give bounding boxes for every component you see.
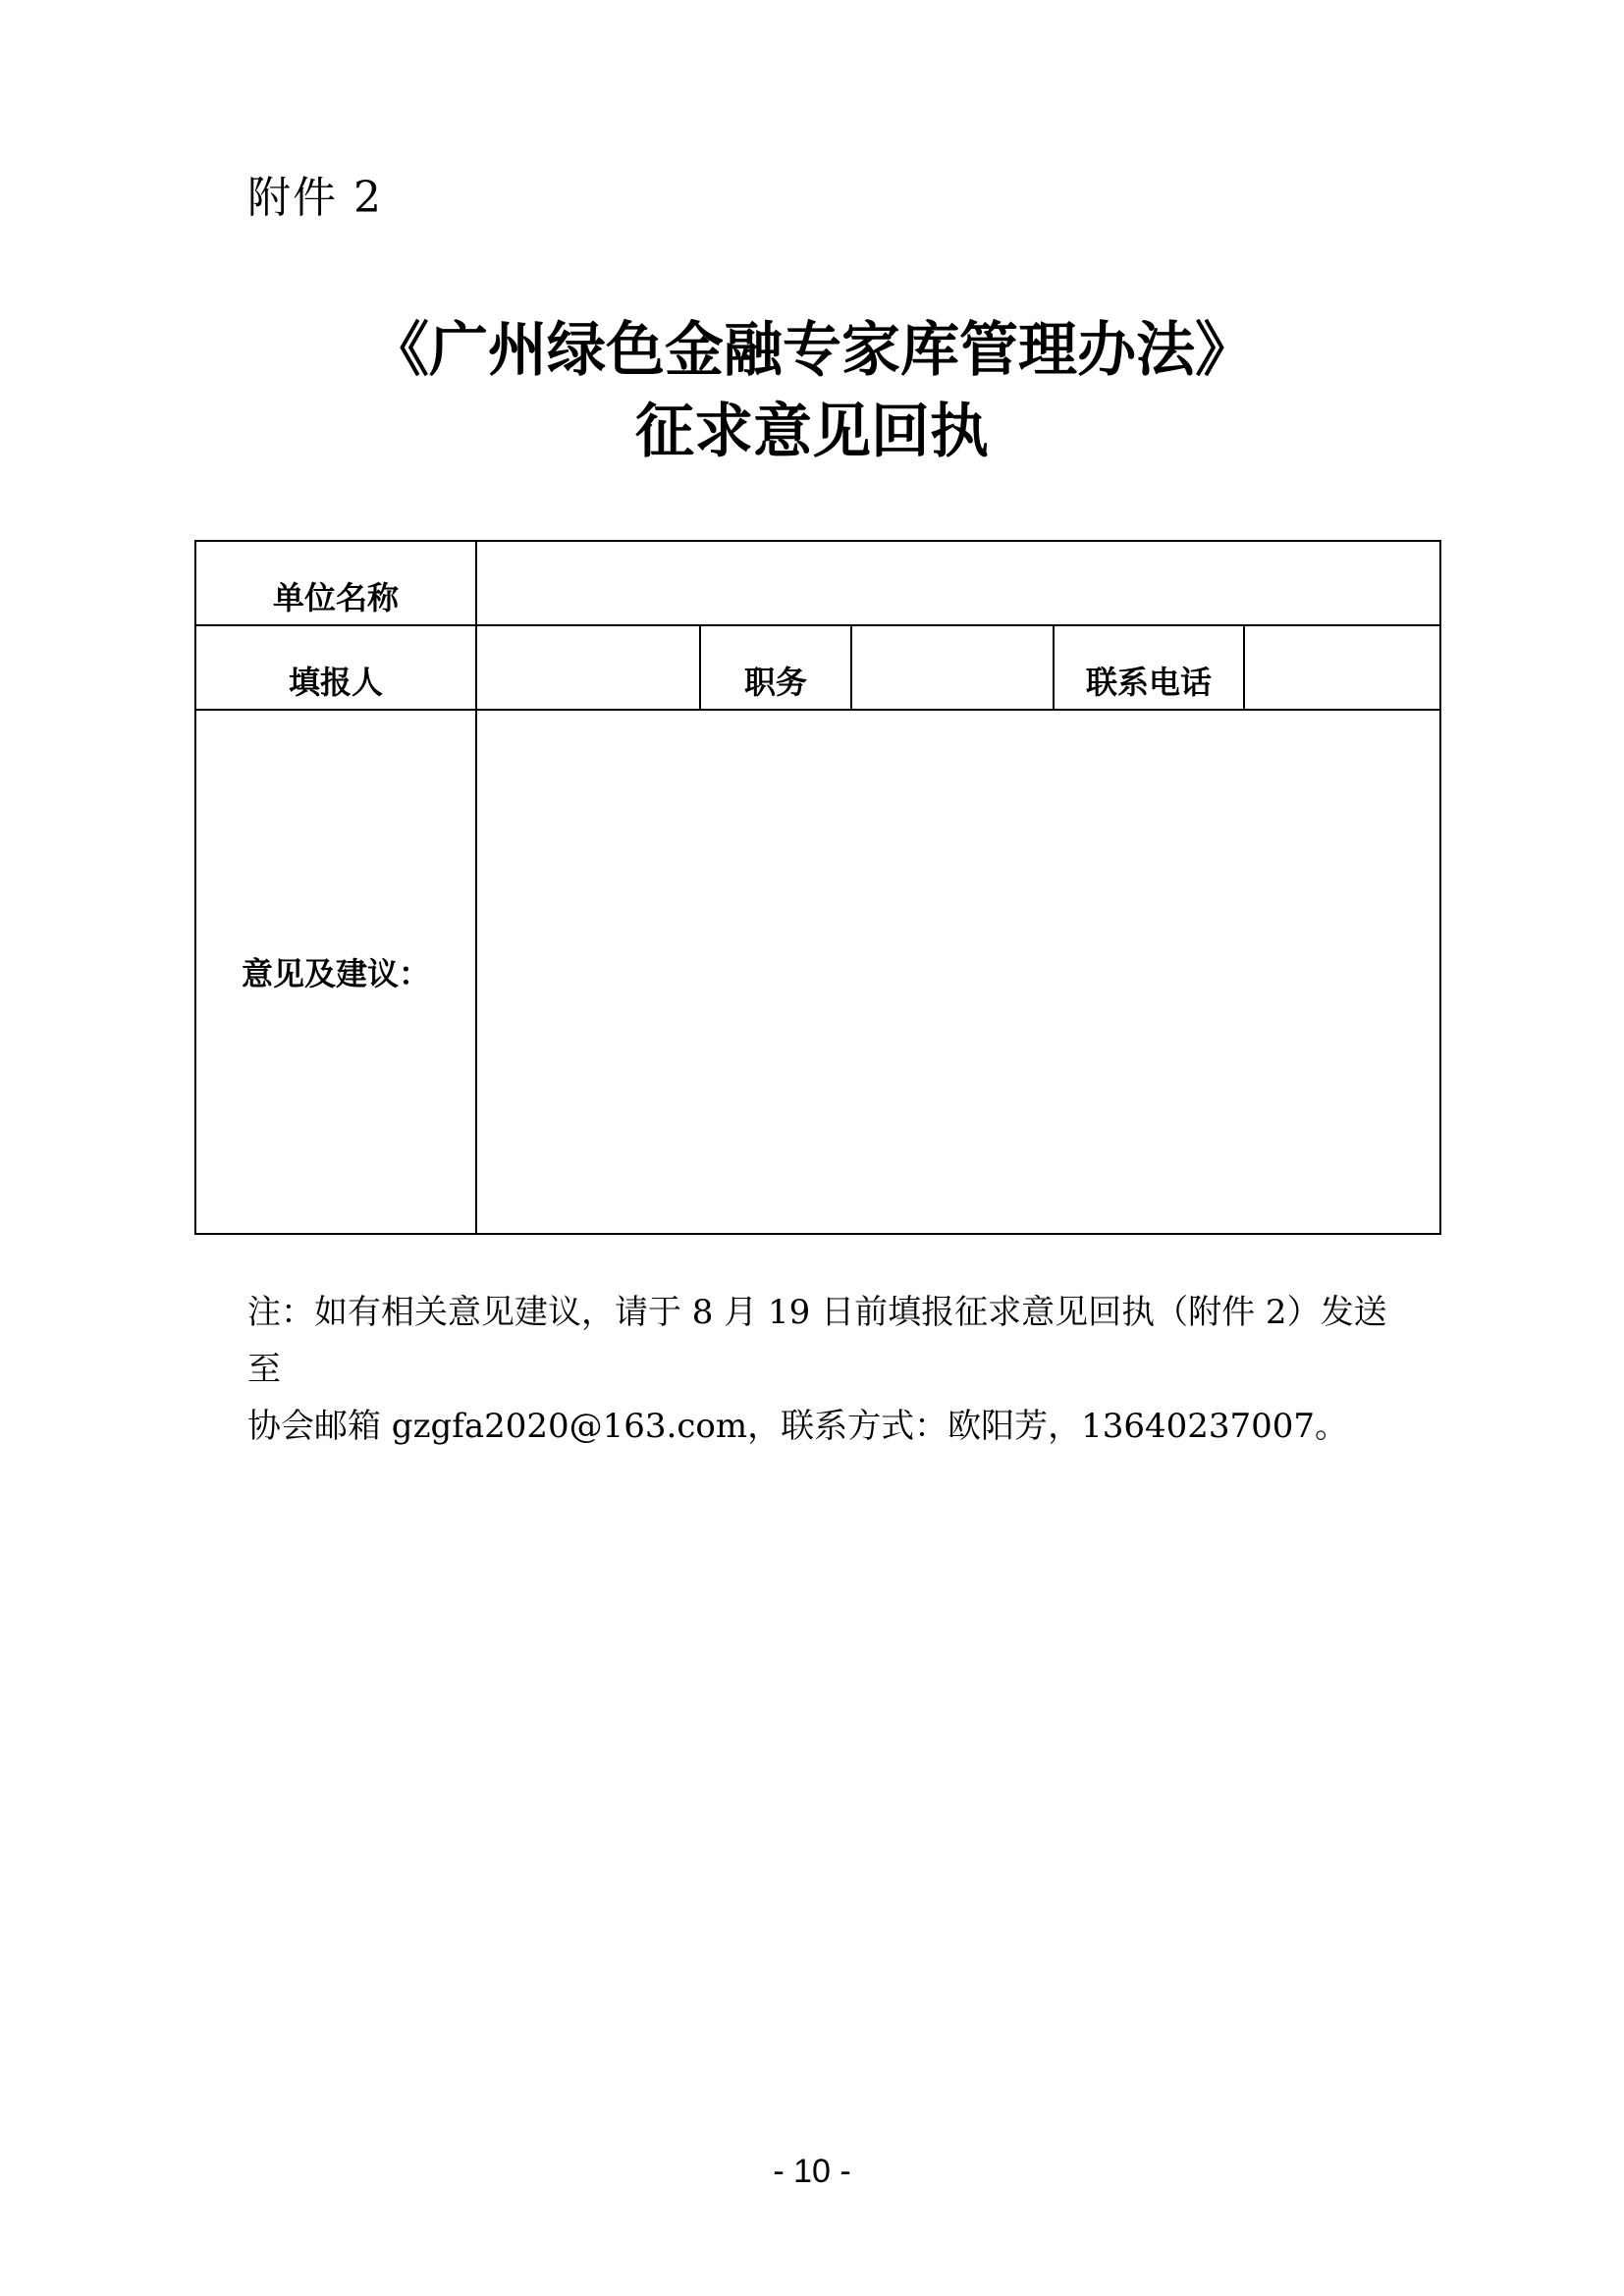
opinion-field[interactable] xyxy=(476,710,1440,1234)
position-label: 职务 xyxy=(700,625,851,710)
phone-label: 联系电话 xyxy=(1054,625,1244,710)
opinion-label: 意见及建议： xyxy=(195,710,476,1234)
form-row-unit xyxy=(195,541,1440,625)
form-row-person xyxy=(195,625,1440,710)
attachment-label: 附件 2 xyxy=(247,173,383,223)
document-title-line-1: 《广州绿色金融专家库管理办法》 xyxy=(370,316,1254,385)
note-line-2: 协会邮箱 gzgfa2020@163.com，联系方式：欧阳芳，13640237007。 xyxy=(247,1407,1349,1446)
unit-name-label: 单位名称 xyxy=(195,541,476,625)
note-paragraph xyxy=(247,1284,1406,1455)
position-field[interactable] xyxy=(851,625,1054,710)
filler-field[interactable] xyxy=(476,625,700,710)
note-line-1: 注：如有相关意见建议，请于 8 月 19 日前填报征求意见回执（附件 2）发送至 xyxy=(247,1293,1387,1389)
document-title-line-2: 征求意见回执 xyxy=(635,398,989,466)
phone-field[interactable] xyxy=(1244,625,1440,710)
form-row-opinion xyxy=(195,710,1440,1234)
feedback-form-table xyxy=(194,540,1441,1235)
unit-name-field[interactable] xyxy=(476,541,1440,625)
page-number: - 10 - xyxy=(773,2153,851,2190)
filler-label: 填报人 xyxy=(195,625,476,710)
